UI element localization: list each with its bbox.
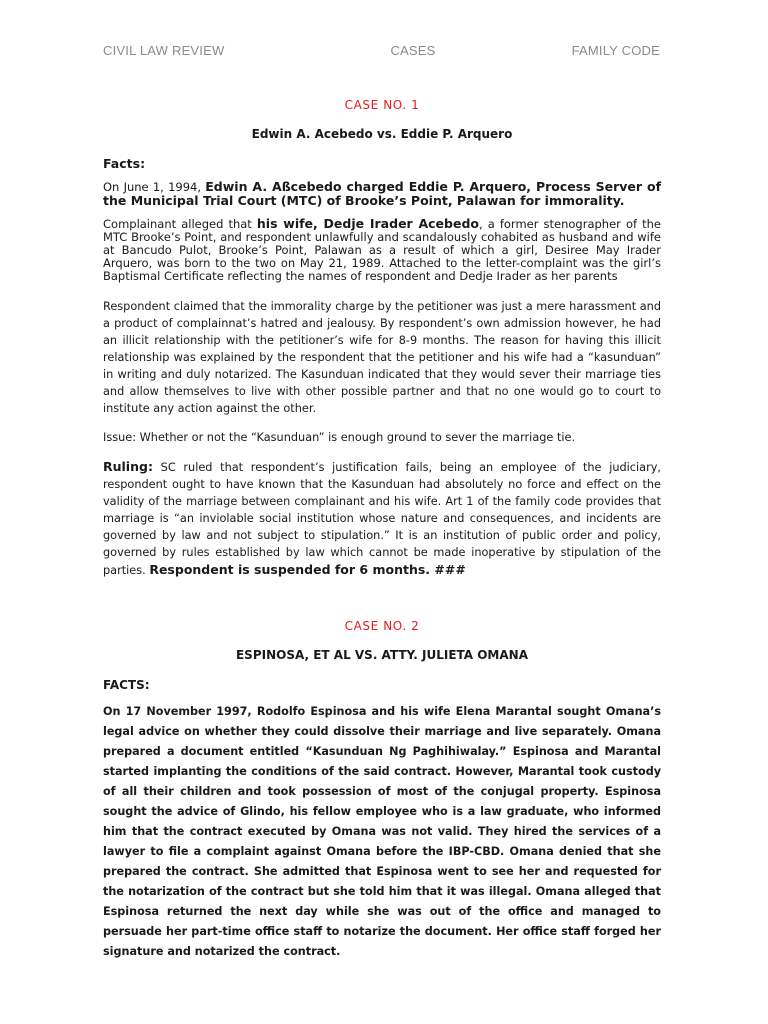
case1-ruling [103, 458, 661, 579]
case1-p1-lead: On June 1, 1994, [103, 180, 206, 194]
case2-title: ESPINOSA, ET AL VS. ATTY. JULIETA OMANA [235, 648, 528, 662]
case1-number: CASE NO. 1 [344, 98, 420, 112]
case1-p3-text: Respondent claimed that the immorality charge by the petitioner was just a mere harassment and a product of complainnat’s hatred and jealousy. By respondent’s own admission however, he had an illicit relationship with the petitioner’s wife for 8-9 months. The reason for having this illicit relationship was explained by the respondent that the petitioner and his wife had a “kasunduan” in writing and duly notarized. The Kasunduan indicated that they would sever their marriage ties and allow themselves to live with other possible partner and that no one would go to court to institute any action against the other. [103, 300, 661, 415]
case1-facts-p1 [103, 180, 661, 208]
case2-number: CASE NO. 2 [344, 619, 420, 633]
header-right: FAMILY CODE [571, 43, 660, 58]
case1-title: Edwin A. Acebedo vs. Eddie P. Arquero [251, 127, 513, 141]
case1-facts-p2 [103, 217, 661, 283]
case1-p1-bold: Edwin A. Aßcebedo charged Eddie P. Arquero, Process Server of the Municipal Trial Court (MTC) of Brooke’s Point, Palawan for immorality. [103, 179, 662, 208]
case2-p1-text: On 17 November 1997, Rodolfo Espinosa and his wife Elena Marantal sought Omana’s legal advice on whether they could dissolve their marriage and live separately. Omana prepared a document entitled “Kasunduan Ng Paghihiwalay.” Espinosa and Marantal started implanting the conditions of the said contract. However, Marantal took custody of all their children and took possession of most of the conjugal property. Espinosa sought the advice of Glindo, his fellow employee who is a law graduate, who informed him that the contract executed by Omana was not valid. They hired the services of a lawyer to file a complaint against Omana before the IBP-CBD. Omana denied that she prepared the contract. She admitted that Espinosa went to see her and requested for the notarization of the contract but she told him that it was illegal. Omana alleged that Espinosa returned the next day while she was out of the office and managed to persuade her part-time office staff to notarize the document. Her office staff forged her signature and notarized the contract. [103, 705, 661, 958]
header-left: CIVIL LAW REVIEW [103, 43, 225, 58]
case2-facts-p1 [103, 702, 661, 962]
case1-p2-bold: his wife, Dedje Irader Acebedo [256, 216, 479, 231]
case1-ruling-text: SC ruled that respondent’s justification fails, being an employee of the judiciary, respondent ought to have known that the Kasunduan had absolutely no force and effect on the validity of the marriage between complainant and his wife. Art 1 of the family code provides that marriage is “an inviolable social institution whose nature and consequences, and incidents are governed by law and not subject to stipulation.” It is an institution of public order and policy, governed by rules established by law which cannot be made inoperative by stipulation of the parties. [103, 461, 661, 577]
case1-facts-label: Facts: [103, 156, 146, 171]
case2-facts-label: FACTS: [103, 678, 150, 692]
case1-issue [103, 429, 661, 446]
header-center: CASES [390, 43, 436, 58]
case1-ruling-end: Respondent is suspended for 6 months. ### [149, 562, 466, 577]
case1-ruling-label: Ruling: [103, 459, 153, 474]
case1-facts-p3 [103, 298, 661, 417]
case1-p2-lead: Complainant alleged that [103, 217, 257, 231]
case1-issue-text: Issue: Whether or not the “Kasunduan” is enough ground to sever the marriage tie. [103, 431, 576, 444]
case1-p2-rest: , a former stenographer of the MTC Brooke’s Point, and respondent unlawfully and scandalously cohabited as husband and wife at Bancudo Pulot, Brooke’s Point, Palawan as a result of which a girl, Desiree May Irader Arquero, was born to the two on May 21, 1989. Attached to the letter-complaint was the girl’s Baptismal Certificate reflecting the names of respondent and Dedje Irader as her parents [103, 217, 661, 283]
